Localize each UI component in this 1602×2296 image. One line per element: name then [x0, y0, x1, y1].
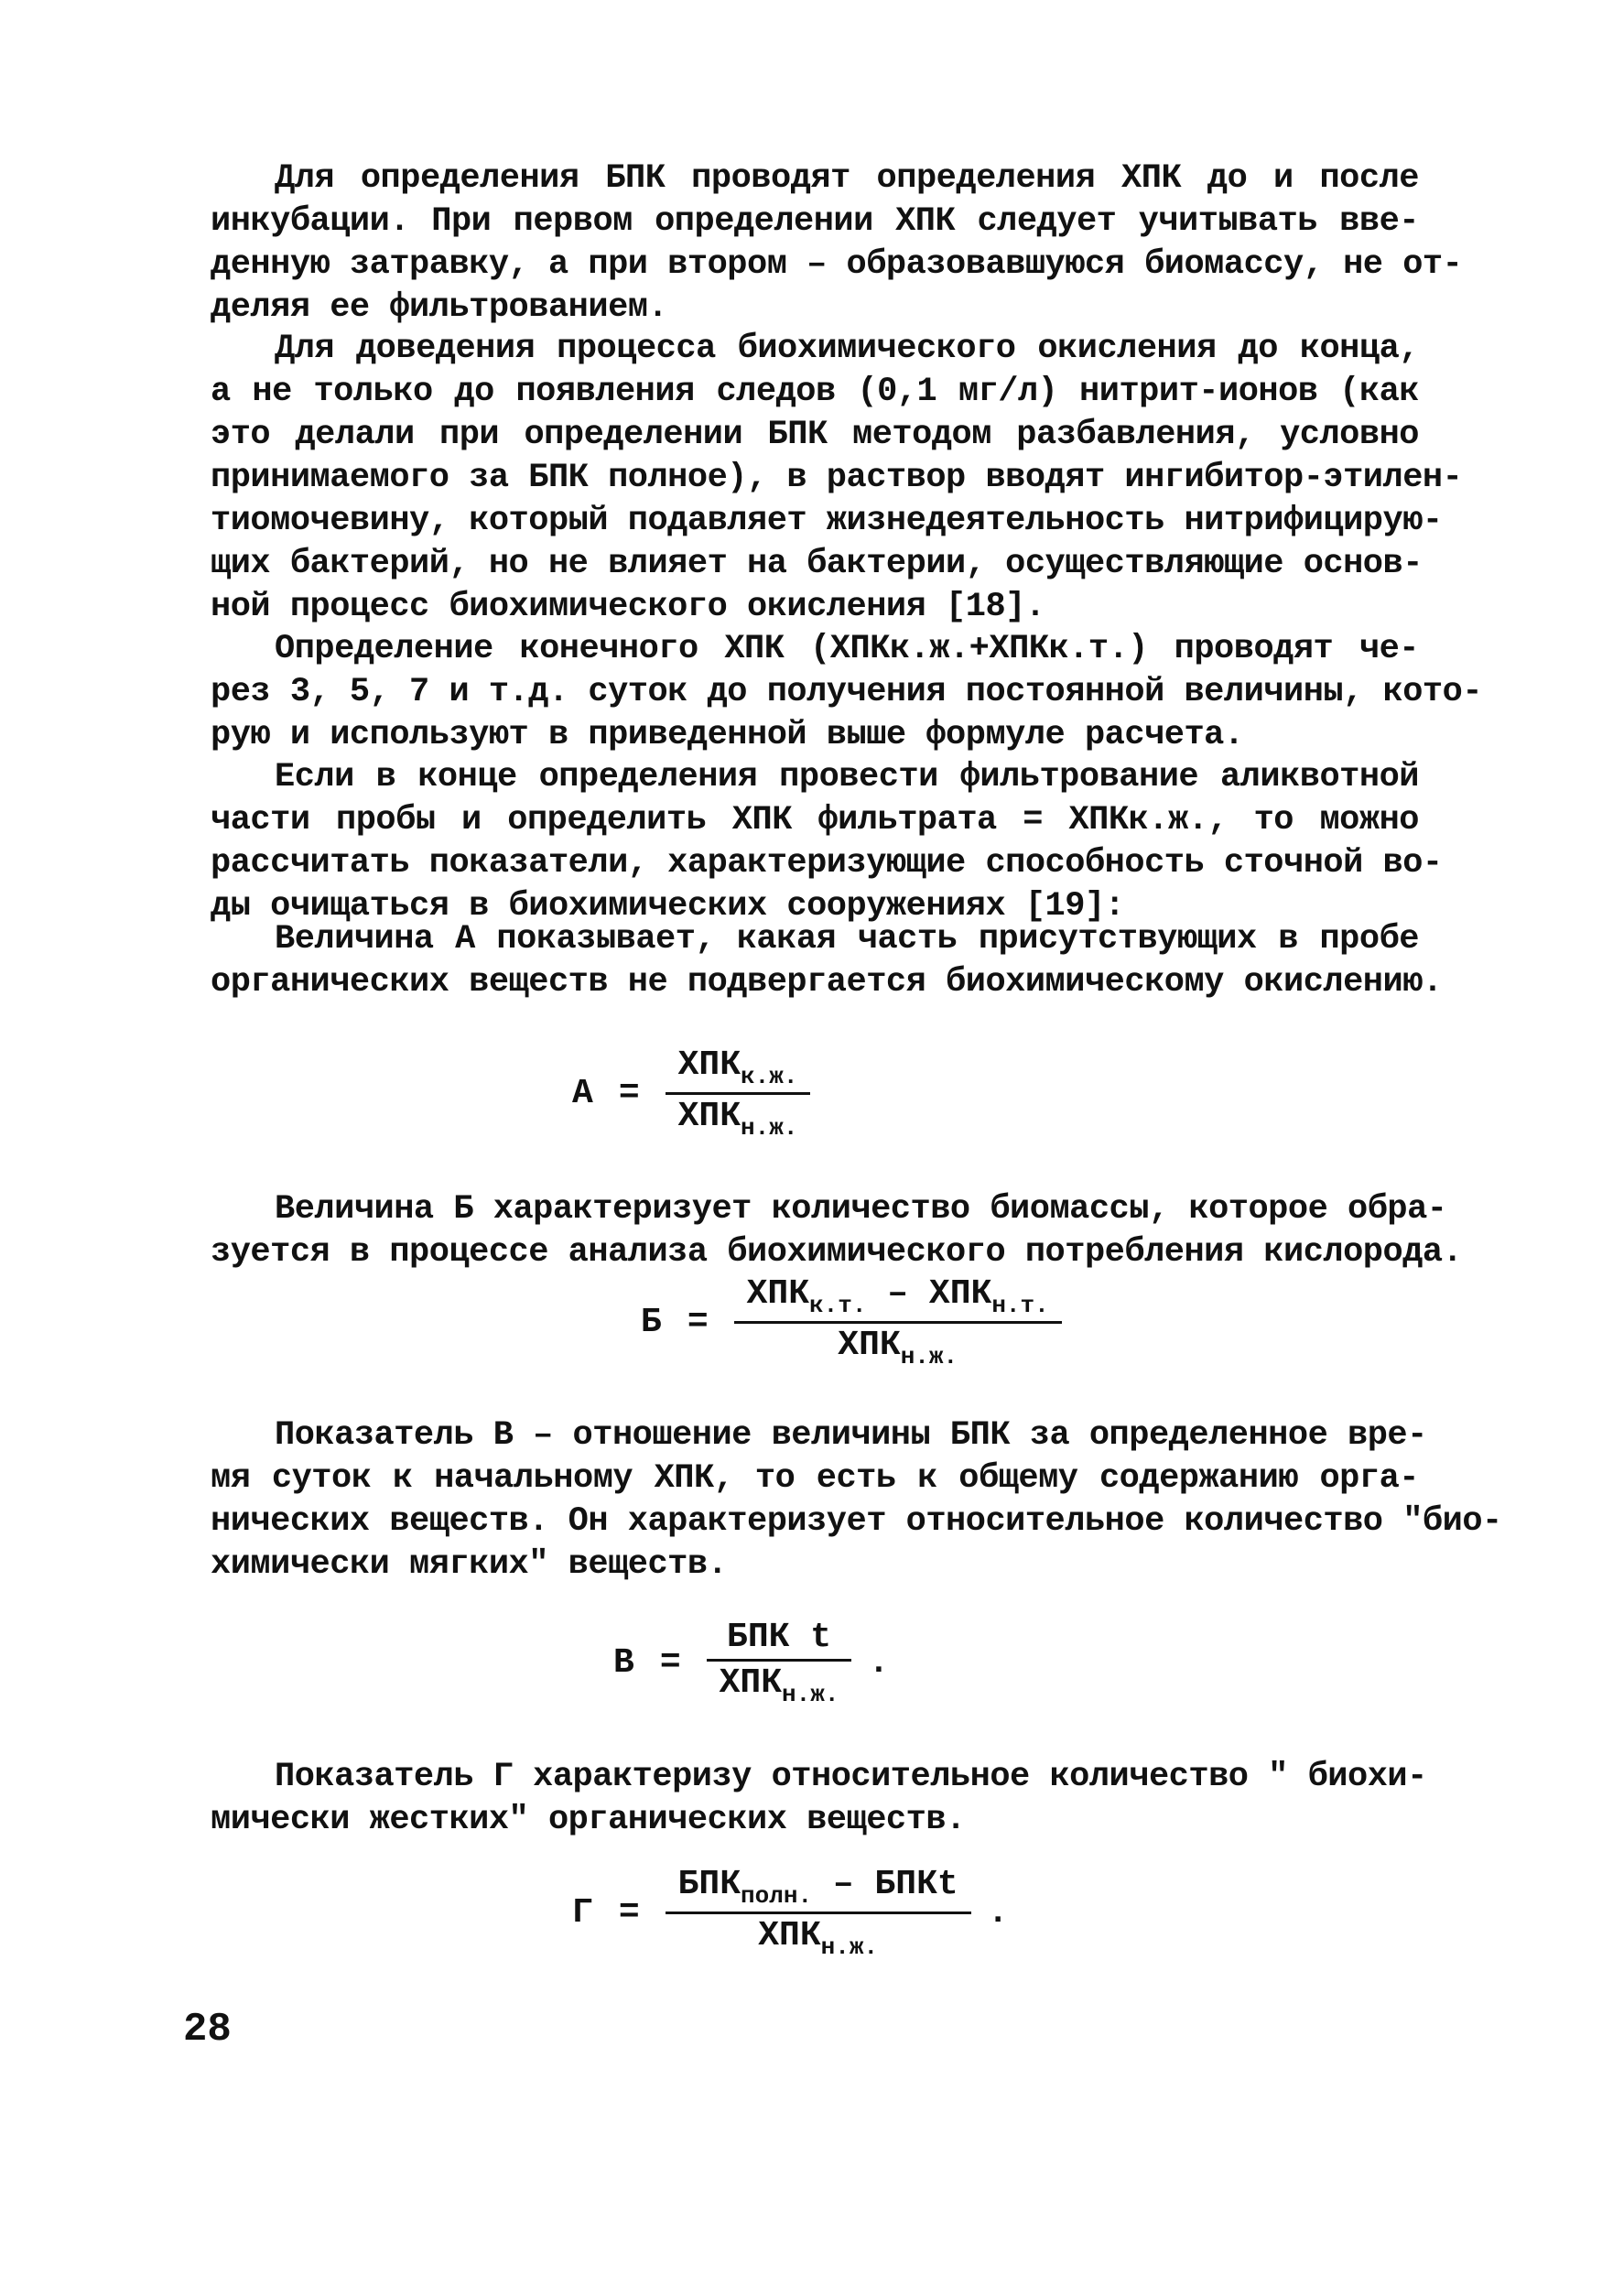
text-line: принимаемого за БПК полное), в раствор вводят ингибитор-этилен- [211, 459, 1463, 497]
formula-v-denominator: $ХПК_{н.ж.}$ [719, 1663, 839, 1708]
text-line: части пробы и определить ХПК фильтрата = ХПКк.ж., то можно [211, 801, 1419, 839]
formula-v-numerator: БПК t [727, 1618, 832, 1657]
text-line: щих бактерий, но не влияет на бактерии, осуществляющие основ- [211, 545, 1423, 583]
text-line: органических веществ не подвергается биохимическому окислению. [211, 963, 1443, 1002]
formula-a-numerator: $ХПК_{к.ж.}$ [677, 1045, 798, 1090]
formula-v-period: . [868, 1643, 890, 1683]
formula-g [572, 1863, 1009, 1963]
formula-b-fraction [734, 1273, 1062, 1372]
text-line: ной процесс биохимического окисления [18]. [211, 588, 1045, 626]
paragraph-8 [211, 1756, 1427, 1842]
formula-b-equals: = [687, 1303, 709, 1342]
paragraph-5 [211, 918, 1443, 1004]
text-line: инкубации. При первом определении ХПК следует учитывать вве- [211, 202, 1419, 241]
text-line: Величина А показывает, какая часть присутствующих в пробе [275, 920, 1419, 958]
text-line: нических веществ. Он характеризует относительное количество "био- [211, 1502, 1502, 1541]
text-line: Показатель В – отношение величины БПК за определенное вре- [275, 1416, 1427, 1455]
page-number: 28 [183, 2007, 232, 2052]
text-line: рез 3, 5, 7 и т.д. суток до получения постоянной величины, кото- [211, 673, 1483, 711]
formula-g-denominator: $ХПК_{н.ж.}$ [758, 1916, 879, 1961]
formula-g-numerator: $БПК_{полн.}$ – БПКt [677, 1865, 958, 1910]
text-line: мя суток к начальному ХПК, то есть к общему содержанию орга- [211, 1459, 1419, 1498]
text-line: зуется в процессе анализа биохимического потребления кислорода. [211, 1233, 1463, 1272]
formula-v-fraction [707, 1616, 852, 1710]
text-line: химически мягких" веществ. [211, 1545, 728, 1584]
formula-g-equals: = [618, 1893, 640, 1933]
text-line: это делали при определении БПК методом разбавления, условно [211, 416, 1419, 454]
paragraph-2 [211, 328, 1463, 629]
paragraph-3 [211, 628, 1483, 757]
paragraph-7 [211, 1414, 1502, 1587]
formula-a [572, 1044, 810, 1143]
text-line: деляя ее фильтрованием. [211, 288, 668, 327]
formula-g-fraction [666, 1863, 971, 1963]
paragraph-1 [211, 157, 1463, 330]
formula-b-lhs: Б [641, 1303, 662, 1342]
formula-v-lhs: В [613, 1643, 634, 1683]
text-line: Показатель Г характеризу относительное количество " биохи- [275, 1758, 1427, 1796]
formula-a-fraction [666, 1044, 811, 1143]
text-line: Определение конечного ХПК (ХПКк.ж.+ХПКк.т.) проводят че- [275, 630, 1419, 668]
formula-b-numerator: $ХПК_{к.т.} - ХПК_{н.т.}$ [746, 1274, 1049, 1319]
formula-b-denominator: $ХПК_{н.ж.}$ [838, 1326, 958, 1370]
text-line: денную затравку, а при втором – образовавшуюся биомассу, не от- [211, 245, 1463, 284]
formula-v [613, 1616, 889, 1710]
paragraph-6 [211, 1188, 1463, 1274]
formula-b [641, 1273, 1062, 1372]
formula-v-equals: = [659, 1643, 681, 1683]
formula-g-lhs: Г [572, 1893, 593, 1933]
text-line: мически жестких" органических веществ. [211, 1801, 966, 1839]
paragraph-4 [211, 756, 1443, 928]
formula-a-equals: = [618, 1074, 640, 1113]
formula-a-denominator: $ХПК_{н.ж.}$ [677, 1097, 798, 1142]
text-line: ды очищаться в биохимических сооружениях [19]: [211, 887, 1125, 926]
text-line: Для доведения процесса биохимического окисления до конца, [275, 330, 1419, 368]
text-line: Если в конце определения провести фильтрование аликвотной [275, 758, 1419, 796]
formula-g-period: . [987, 1893, 1009, 1933]
text-line: тиомочевину, который подавляет жизнедеятельность нитрифицирую- [211, 502, 1443, 540]
text-line: Величина Б характеризует количество биомассы, которое обра- [275, 1190, 1447, 1229]
text-line: а не только до появления следов (0,1 мг/л) нитрит-ионов (как [211, 373, 1419, 411]
text-line: рую и используют в приведенной выше формуле расчета. [211, 716, 1244, 754]
formula-a-lhs: А [572, 1074, 593, 1113]
text-line: Для определения БПК проводят определения ХПК до и после [275, 159, 1419, 198]
text-line: рассчитать показатели, характеризующие способность сточной во- [211, 844, 1443, 883]
